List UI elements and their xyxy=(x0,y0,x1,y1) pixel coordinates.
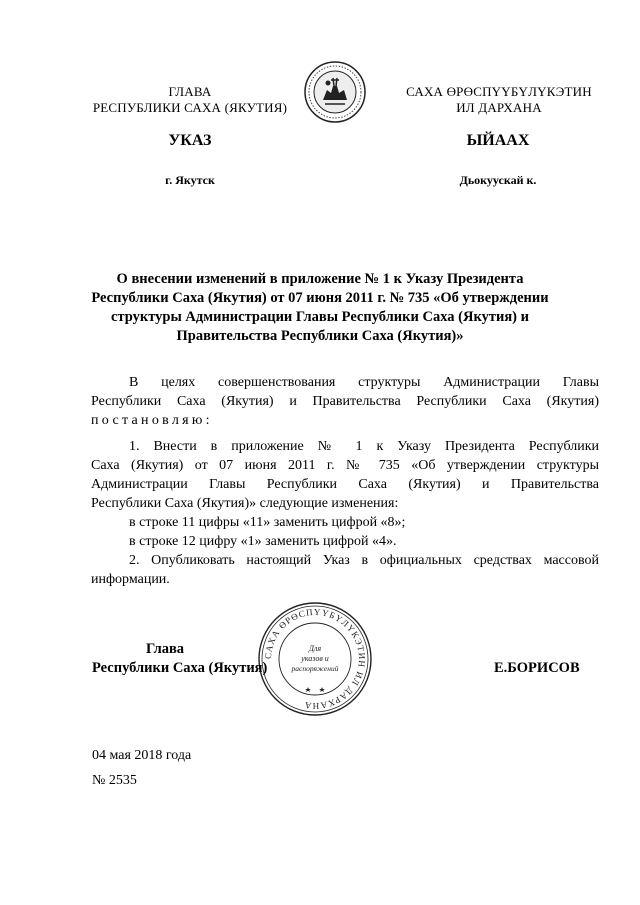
stamp-center-line2: указов и xyxy=(301,654,329,663)
republic-emblem xyxy=(303,60,367,124)
city-sakha: Дьокуускай к. xyxy=(459,173,537,187)
doc-type-sakha: ЫЙААХ xyxy=(466,132,530,149)
decree-date: 04 мая 2018 года xyxy=(92,748,192,763)
issuer-ru-line2: РЕСПУБЛИКИ САХА (ЯКУТИЯ) xyxy=(92,100,288,115)
decree-title-line4: Правительства Республики Саха (Якутия)» xyxy=(176,328,464,344)
issuer-sakha-line2: ИЛ ДАРХАНА xyxy=(456,100,542,115)
doc-type-ru: УКАЗ xyxy=(168,132,212,149)
decree-title-line1: О внесении изменений в приложение № 1 к Указу Президента xyxy=(116,271,524,287)
decree-title-line3: структуры Администрации Главы Республики Саха (Якутия) и xyxy=(111,309,529,325)
body-p5-line1: 2. Опубликовать настоящий Указ в официальных средствах массовой xyxy=(129,553,599,568)
signatory-title-line2: Республики Саха (Якутия) xyxy=(92,660,268,676)
decree-title-line2: Республики Саха (Якутия) от 07 июня 2011 г. № 735 «Об утверждении xyxy=(91,290,549,306)
stamp-ring-text: САХА ӨРӨСПҮҮБҮЛҮКЭТИН ИЛ ДАРХАНА xyxy=(262,606,368,712)
body-change-2: в строке 12 цифру «1» заменить цифрой «4». xyxy=(129,534,397,549)
body-change-1: в строке 11 цифры «11» заменить цифрой «8»; xyxy=(129,515,406,530)
body-p2-line1: 1. Внести в приложение № 1 к Указу Президента Республики xyxy=(129,439,599,454)
emblem-icon xyxy=(303,60,367,124)
issuer-sakha-line1: САХА ӨРӨСПҮҮБҮЛҮКЭТИН xyxy=(406,84,592,99)
official-stamp xyxy=(256,600,374,718)
stamp-seal-icon xyxy=(256,600,374,718)
body-p1-line2: Республики Саха (Якутия) и Правительства Республики Саха (Якутия) xyxy=(91,394,599,409)
body-p2-line2: Саха (Якутия) от 07 июня 2011 г. № 735 «Об утверждении структуры xyxy=(91,458,599,473)
body-decision-word: постановляю: xyxy=(91,413,213,428)
issuer-ru xyxy=(84,84,296,116)
body-p2-line3: Администрации Главы Республики Саха (Якутия) и Правительства xyxy=(91,477,599,492)
body-p5-line2: информации. xyxy=(91,572,170,587)
body-p1-line1: В целях совершенствования структуры Администрации Главы xyxy=(129,375,599,390)
issuer-ru-line1: ГЛАВА xyxy=(168,84,212,99)
decree-footer xyxy=(92,746,191,790)
signatory-name: Е.БОРИСОВ xyxy=(494,660,580,676)
stamp-center-line3: распоряжений xyxy=(291,664,339,673)
city-ru: г. Якутск xyxy=(165,173,215,187)
body-p2-line4: Республики Саха (Якутия)» следующие изменения: xyxy=(91,496,399,511)
signatory-title-line1: Глава xyxy=(146,641,185,657)
decree-number: № 2535 xyxy=(92,773,137,788)
stamp-center-line1: Для xyxy=(308,644,322,653)
issuer-sakha xyxy=(388,84,610,116)
decree-title xyxy=(60,270,580,346)
decree-body xyxy=(91,373,599,589)
